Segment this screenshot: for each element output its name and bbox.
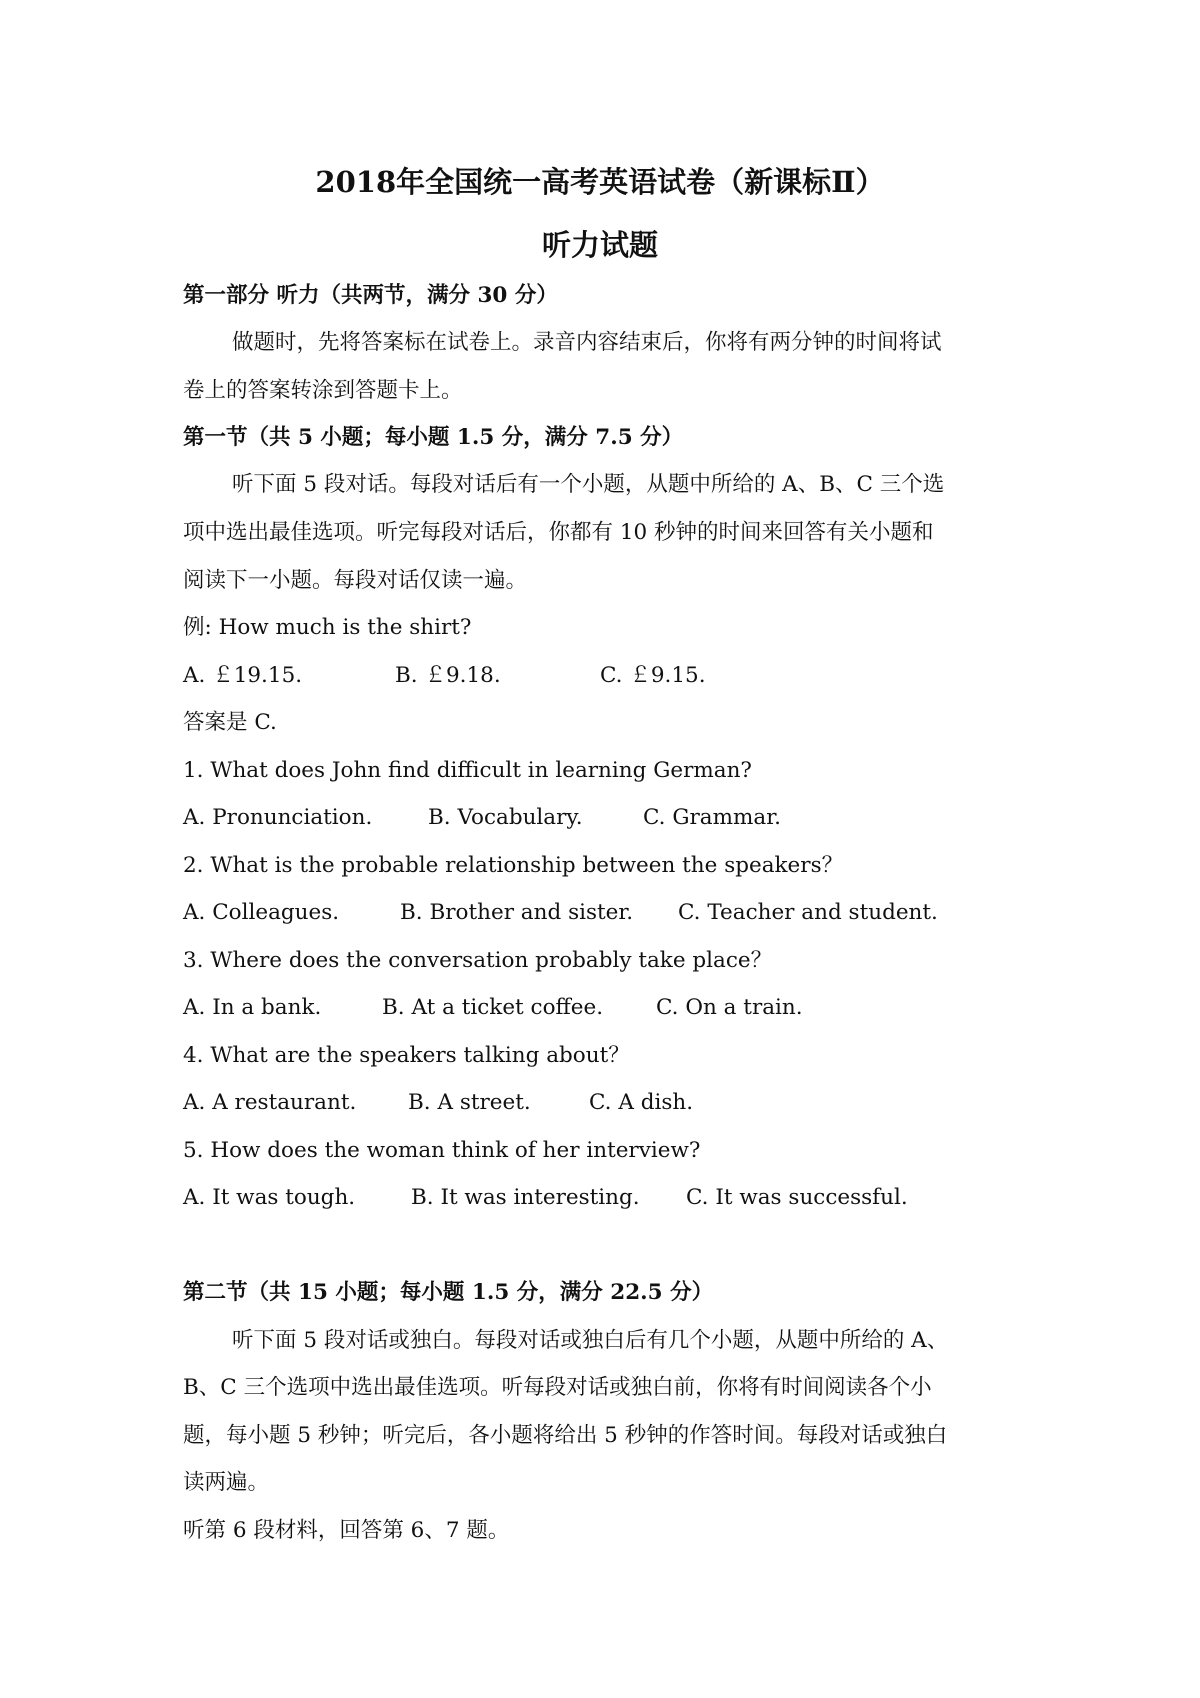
question-1-option-a: A. Pronunciation.	[183, 805, 373, 830]
part1-intro-line-2: 卷上的答案转涂到答题卡上。	[183, 378, 463, 403]
question-1: 1. What does John find difficult in learning German?	[183, 758, 752, 783]
part1-intro-line-1: 做题时，先将答案标在试卷上。录音内容结束后，你将有两分钟的时间将试	[232, 330, 942, 355]
question-2-option-c: C. Teacher and student.	[678, 900, 938, 925]
example-answer: 答案是 C.	[183, 710, 277, 735]
question-3-option-b: B. At a ticket coffee.	[382, 995, 604, 1020]
question-5-option-a: A. It was tough.	[183, 1185, 356, 1210]
question-5-option-b: B. It was interesting.	[411, 1185, 640, 1210]
page-subtitle: 听力试题	[541, 228, 658, 262]
question-2-option-a: A. Colleagues.	[183, 900, 340, 925]
question-3-option-c: C. On a train.	[656, 995, 803, 1020]
section2-heading: 第二节（共 15 小题；每小题 1.5 分，满分 22.5 分）	[183, 1280, 714, 1305]
section2-intro-line-2: B、C 三个选项中选出最佳选项。听每段对话或独白前，你将有时间阅读各个小	[183, 1375, 932, 1400]
question-4-option-a: A. A restaurant.	[183, 1090, 357, 1115]
section2-intro-line-4: 读两遍。	[183, 1470, 270, 1495]
page-title: 2018年全国统一高考英语试卷（新课标Ⅱ）	[315, 165, 885, 199]
section1-intro-line-1: 听下面 5 段对话。每段对话后有一个小题，从题中所给的 A、B、C 三个选	[232, 472, 945, 497]
section1-heading: 第一节（共 5 小题；每小题 1.5 分，满分 7.5 分）	[183, 425, 684, 450]
question-5: 5. How does the woman think of her interview?	[183, 1138, 701, 1163]
question-5-option-c: C. It was successful.	[686, 1185, 908, 1210]
example-question: 例: How much is the shirt?	[183, 615, 472, 640]
question-4-option-b: B. A street.	[408, 1090, 531, 1115]
question-4: 4. What are the speakers talking about？	[183, 1043, 630, 1068]
example-option-a: A. ￡19.15.	[183, 663, 303, 688]
section2-intro-line-3: 题，每小题 5 秒钟；听完后，各小题将给出 5 秒钟的作答时间。每段对话或独白	[183, 1423, 948, 1448]
section1-intro-line-3: 阅读下一小题。每段对话仅读一遍。	[183, 568, 528, 593]
section2-intro-line-1: 听下面 5 段对话或独白。每段对话或独白后有几个小题，从题中所给的 A、	[232, 1328, 949, 1353]
question-3: 3. Where does the conversation probably take place？	[183, 948, 773, 973]
question-1-option-b: B. Vocabulary.	[428, 805, 583, 830]
material-note: 听第 6 段材料，回答第 6、7 题。	[183, 1518, 510, 1543]
question-2-option-b: B. Brother and sister.	[400, 900, 634, 925]
question-1-option-c: C. Grammar.	[643, 805, 781, 830]
part1-heading: 第一部分 听力（共两节，满分 30 分）	[183, 283, 558, 308]
example-option-c: C. ￡9.15.	[600, 663, 706, 688]
section1-intro-line-2: 项中选出最佳选项。听完每段对话后，你都有 10 秒钟的时间来回答有关小题和	[183, 520, 934, 545]
question-3-option-a: A. In a bank.	[183, 995, 322, 1020]
question-2: 2. What is the probable relationship between the speakers？	[183, 853, 844, 878]
question-4-option-c: C. A dish.	[589, 1090, 694, 1115]
example-option-b: B. ￡9.18.	[395, 663, 501, 688]
